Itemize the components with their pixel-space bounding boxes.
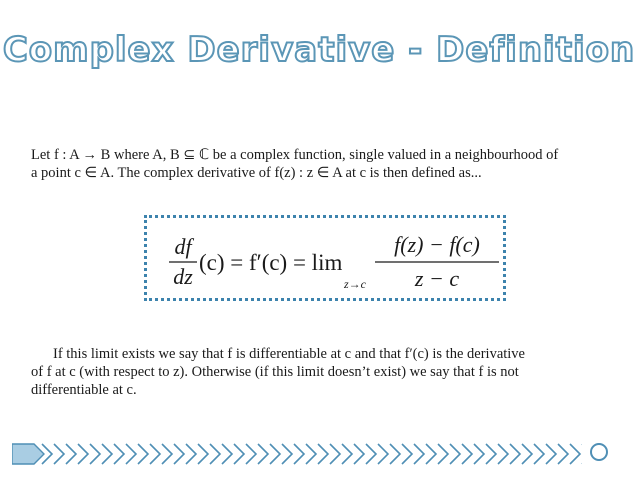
chevron-mark: [234, 444, 244, 464]
chevron-mark: [150, 444, 160, 464]
chevron-mark: [66, 444, 76, 464]
chevron-arrow-icon: [12, 442, 582, 466]
formula-df: df: [174, 234, 192, 259]
chevron-mark: [138, 444, 148, 464]
formula-numerator: f(z) − f(c): [394, 232, 480, 257]
chevron-mark: [114, 444, 124, 464]
chevron-mark: [102, 444, 112, 464]
chevron-mark: [162, 444, 172, 464]
chevron-mark: [534, 444, 544, 464]
chevron-mark: [570, 444, 580, 464]
chevron-mark: [54, 444, 64, 464]
chevron-block: [12, 444, 44, 464]
intro-line-1: Let f : A → B where A, B ⊆ ℂ be a complex function, single valued in a neighbourhood of: [31, 147, 559, 163]
formula-middle: (c) = f′(c) = lim: [199, 250, 343, 275]
chevron-mark: [450, 444, 460, 464]
chevron-mark: [510, 444, 520, 464]
chevron-mark: [366, 444, 376, 464]
derivative-formula: [147, 218, 503, 298]
formula-box: [144, 215, 506, 301]
chevron-mark: [342, 444, 352, 464]
chevron-mark: [330, 444, 340, 464]
formula-dz: dz: [173, 264, 193, 289]
chevron-mark: [522, 444, 532, 464]
chevron-mark: [486, 444, 496, 464]
chevron-mark: [270, 444, 280, 464]
chevron-mark: [222, 444, 232, 464]
circle-outline-icon: [590, 443, 608, 461]
intro-line-2: a point c ∈ A. The complex derivative of f(z) : z ∈ A at c is then defined as...: [31, 165, 482, 181]
chevron-mark: [390, 444, 400, 464]
chevron-mark: [378, 444, 388, 464]
body-paragraph: [31, 345, 609, 399]
chevron-mark: [546, 444, 556, 464]
body-line-1: [31, 345, 609, 363]
chevron-mark: [78, 444, 88, 464]
chevron-mark: [414, 444, 424, 464]
chevron-mark: [90, 444, 100, 464]
body-line-2: of f at c (with respect to z). Otherwise (if this limit doesn’t exist) we say that f is not: [31, 364, 519, 380]
chevron-mark: [558, 444, 568, 464]
slide-title: Complex Derivative - Definition: [2, 30, 636, 70]
chevron-mark: [426, 444, 436, 464]
chevron-mark: [498, 444, 508, 464]
chevron-mark: [354, 444, 364, 464]
chevron-mark: [186, 444, 196, 464]
chevron-mark: [474, 444, 484, 464]
chevron-mark: [198, 444, 208, 464]
chevron-mark: [438, 444, 448, 464]
chevron-mark: [294, 444, 304, 464]
chevron-mark: [282, 444, 292, 464]
formula-lim-subscript: z→c: [344, 277, 366, 291]
chevron-mark: [318, 444, 328, 464]
chevron-mark: [126, 444, 136, 464]
chevron-mark: [210, 444, 220, 464]
chevron-mark: [246, 444, 256, 464]
chevron-mark: [462, 444, 472, 464]
formula-denominator: z − c: [414, 266, 460, 291]
intro-paragraph: [31, 146, 611, 182]
chevron-mark: [258, 444, 268, 464]
chevron-mark: [174, 444, 184, 464]
body-line-3: differentiable at c.: [31, 382, 137, 398]
body-line-1-text: If this limit exists we say that f is differentiable at c and that f′(c) is the derivative: [53, 346, 525, 362]
chevron-mark: [402, 444, 412, 464]
chevron-mark: [306, 444, 316, 464]
